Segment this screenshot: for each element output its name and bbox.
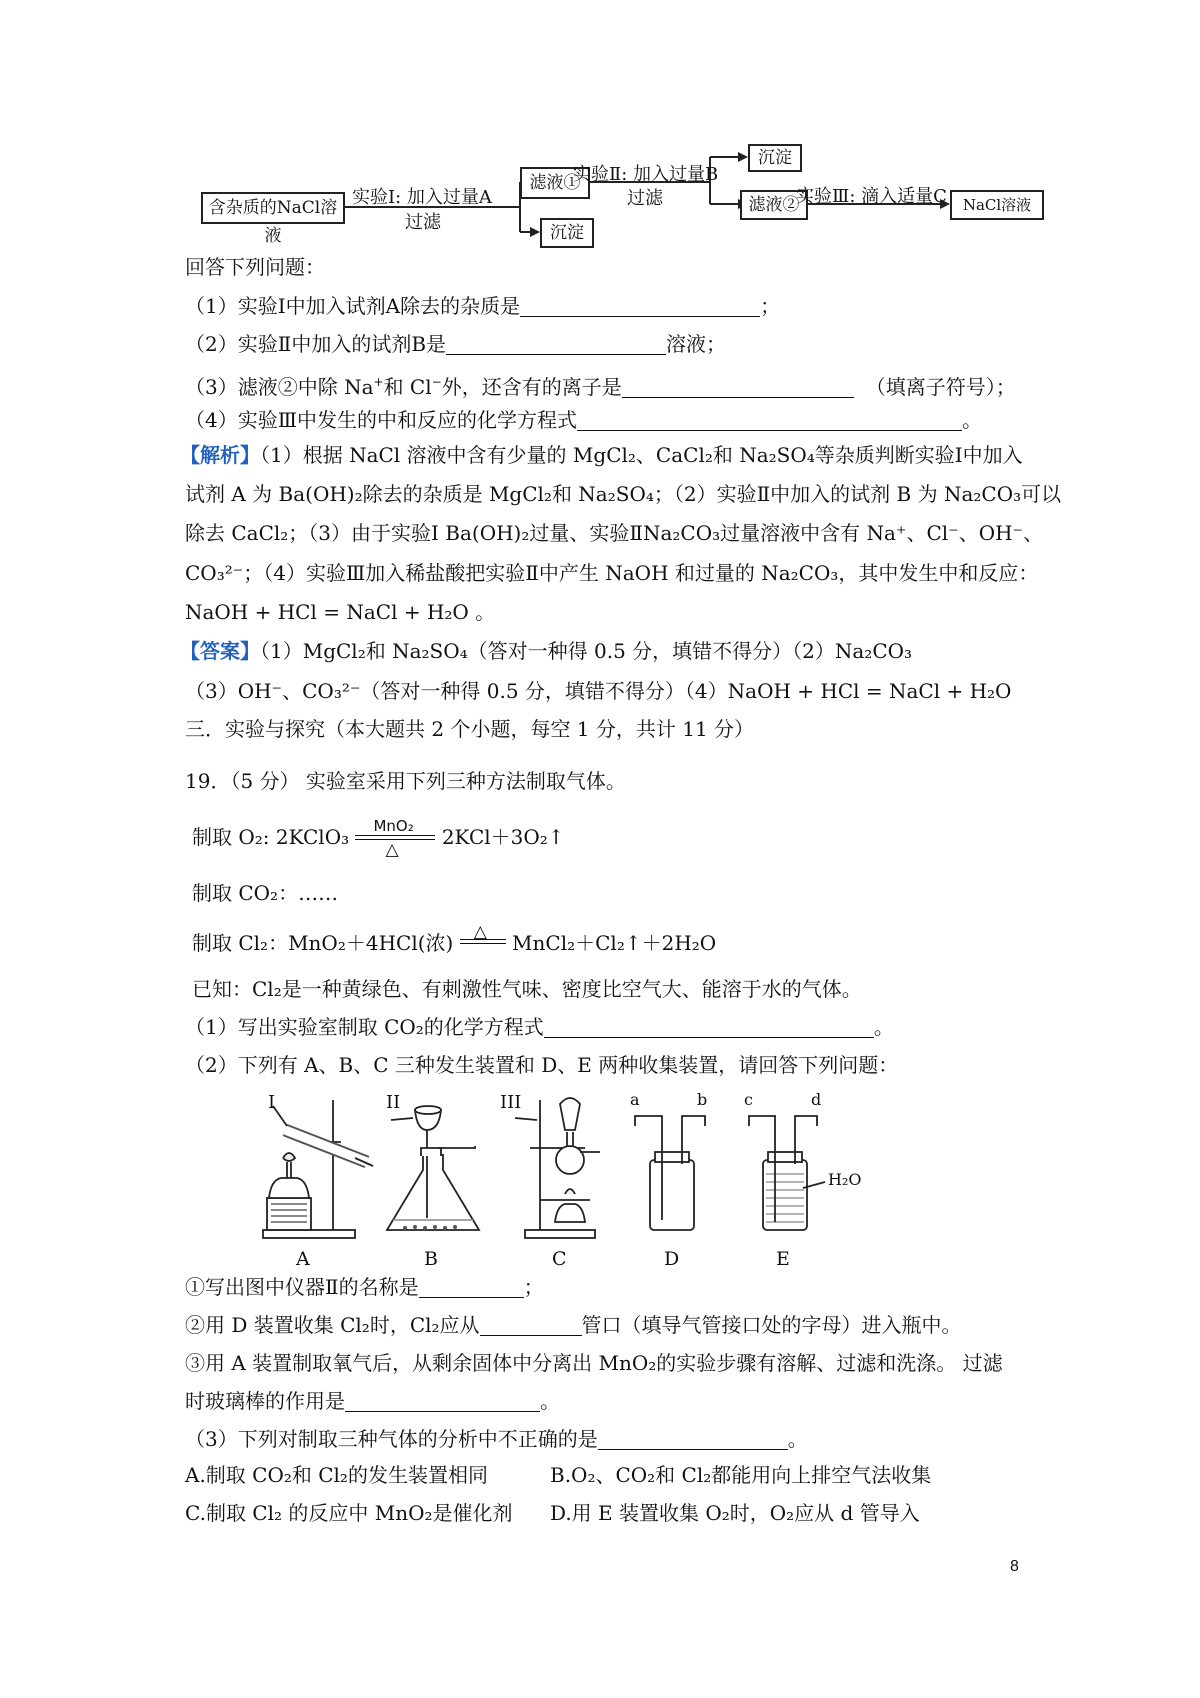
flow-exp2-label: 实验Ⅱ: 加入过量B <box>573 164 719 185</box>
q19-option-a[interactable]: A.制取 CO₂和 Cl₂的发生装置相同 <box>185 1463 488 1487</box>
apparatus-caption-E: E <box>776 1248 790 1270</box>
answer-text-1: （1）MgCl₂和 Na₂SO₄（答对一种得 0.5 分，填错不得分）（2）Na₂CO₃ <box>260 639 913 663</box>
apparatus-caption-C: C <box>552 1248 567 1270</box>
q18-blank-4[interactable] <box>577 406 962 431</box>
apparatus-caption-B: B <box>424 1248 438 1270</box>
q19-blank-4[interactable] <box>345 1387 540 1412</box>
q19-part-3-text: （3）下列对制取三种气体的分析中不正确的是 <box>185 1427 598 1451</box>
q18-item-4 <box>185 401 982 439</box>
analysis-line-4: CO₃²⁻；（4）实验Ⅲ加入稀盐酸把实验Ⅱ中产生 NaOH 和过量的 Na₂CO₃，其中发生中和反应： <box>185 561 1039 585</box>
analysis-line-3: 除去 CaCl₂；（3）由于实验Ⅰ Ba(OH)₂过量、实验ⅡNa₂CO₃过量溶液中含有 Na⁺、Cl⁻、OH⁻、 <box>185 521 1044 545</box>
flow-exp1-sub: 过滤 <box>405 212 441 233</box>
q18-item-1-end: ； <box>760 294 781 318</box>
q19-cl2-suffix: MnCl₂＋Cl₂↑＋2H₂O <box>512 931 717 955</box>
q19-cl2-equation <box>192 921 717 962</box>
q19-part-2: （2）下列有 A、B、C 三种发生装置和 D、E 两种收集装置，请回答下列问题： <box>185 1053 899 1077</box>
q18-item-2-end: 溶液； <box>666 332 727 356</box>
q19-sub-3b <box>185 1382 560 1420</box>
q19-o2-suffix: 2KCl＋3O₂↑ <box>441 825 565 849</box>
flow-filtrate1: 滤液① <box>520 167 590 199</box>
q18-item-2-text: （2）实验Ⅱ中加入的试剂B是 <box>185 332 447 356</box>
apparatus-pipe-d: d <box>811 1090 822 1109</box>
q19-part-3-end: 。 <box>787 1427 808 1451</box>
q19-title: 19．（5 分） 实验室采用下列三种方法制取气体。 <box>185 769 626 793</box>
q19-option-d[interactable]: D.用 E 装置收集 O₂时，O₂应从 d 管导入 <box>550 1501 920 1525</box>
page-number: 8 <box>1010 1558 1019 1575</box>
q19-o2-condition: △ <box>385 839 399 860</box>
q18-item-3-c: 外，还含有的离子是 <box>441 375 622 399</box>
q19-sub-2-text: ②用 D 装置收集 Cl₂时，Cl₂应从 <box>185 1313 480 1337</box>
q19-sub-1-text: ①写出图中仪器Ⅱ的名称是 <box>185 1275 419 1299</box>
flow-box-end: NaCl溶液 <box>950 190 1044 220</box>
q19-sub-1-end: ； <box>523 1275 544 1299</box>
q19-part-1-text: （1）写出实验室制取 CO₂的化学方程式 <box>185 1015 544 1039</box>
apparatus-caption-D: D <box>664 1248 680 1270</box>
q19-o2-equation <box>192 816 565 860</box>
q18-item-3-a: （3）滤液②中除 Na <box>185 375 374 399</box>
flow-box-start: 含杂质的NaCl溶液 <box>201 192 345 224</box>
apparatus-label-I: I <box>268 1092 276 1113</box>
q19-blank-1[interactable] <box>544 1013 874 1038</box>
q19-blank-2[interactable] <box>419 1273 524 1298</box>
q18-blank-2[interactable] <box>446 330 666 355</box>
q18-blank-1[interactable] <box>520 292 760 317</box>
q19-sub-1 <box>185 1268 544 1306</box>
q19-part-1-end: 。 <box>873 1015 894 1039</box>
q19-cl2-reaction-sign <box>460 921 506 955</box>
q19-known: 已知：Cl₂是一种黄绿色、有刺激性气味、密度比空气大、能溶于水的气体。 <box>192 977 862 1001</box>
analysis-line-2: 试剂 A 为 Ba(OH)₂除去的杂质是 MgCl₂和 Na₂SO₄；（2）实验Ⅱ中加入的试剂 B 为 Na₂CO₃可以 <box>185 482 1062 506</box>
q19-sub-2-end: 管口（填导气管接口处的字母）进入瓶中。 <box>581 1313 962 1337</box>
apparatus-pipe-c: c <box>744 1090 753 1109</box>
flow-filtrate2: 滤液② <box>740 190 808 220</box>
q19-blank-5[interactable] <box>598 1425 788 1450</box>
flow-arrows <box>0 0 1200 260</box>
q19-sub-3b-end: 。 <box>540 1389 560 1413</box>
apparatus-caption-A: A <box>296 1248 310 1270</box>
q18-item-4-end: 。 <box>962 408 983 432</box>
q18-blank-3[interactable] <box>622 373 854 398</box>
q18-item-4-text: （4）实验Ⅲ中发生的中和反应的化学方程式 <box>185 408 578 432</box>
q18-item-1 <box>185 287 780 325</box>
q19-co2-line: 制取 CO₂：…… <box>192 881 339 905</box>
q19-part-3 <box>185 1420 808 1458</box>
q18-item-3-end: （填离子符号）； <box>865 375 1016 399</box>
flow-exp3-label: 实验Ⅲ: 滴入适量C <box>796 186 947 207</box>
answer-line-1 <box>180 632 912 670</box>
apparatus-label-II: II <box>386 1092 401 1113</box>
q19-option-c[interactable]: C.制取 Cl₂ 的反应中 MnO₂是催化剂 <box>185 1501 513 1525</box>
apparatus-pipe-b: b <box>697 1090 708 1109</box>
q19-sub-2 <box>185 1306 962 1344</box>
q18-item-3: （3）滤液②中除 Na+和 Cl−外，还含有的离子是 （填离子符号）； <box>185 375 1016 399</box>
q19-part-1 <box>185 1008 894 1046</box>
q19-sub-3b-text: 时玻璃棒的作用是 <box>185 1389 345 1413</box>
q19-sub-3: ③用 A 装置制取氧气后，从剩余固体中分离出 MnO₂的实验步骤有溶解、过滤和洗涤。 过滤 <box>185 1351 1003 1375</box>
analysis-line-1 <box>180 436 1023 474</box>
flow-exp2-sub: 过滤 <box>627 188 663 209</box>
q19-option-b[interactable]: B.O₂、CO₂和 Cl₂都能用向上排空气法收集 <box>550 1463 932 1487</box>
section-3-heading: 三．实验与探究（本大题共 2 个小题，每空 1 分，共计 11 分） <box>185 717 755 741</box>
q19-cl2-condition: △ <box>473 921 487 942</box>
analysis-text-1: （1）根据 NaCl 溶液中含有少量的 MgCl₂、CaCl₂和 Na₂SO₄等杂质判断实验Ⅰ中加入 <box>260 443 1023 467</box>
q19-blank-3[interactable] <box>480 1311 582 1336</box>
answer-tag: 【答案】 <box>180 639 260 663</box>
flow-precip1: 沉淀 <box>540 218 594 248</box>
q19-o2-prefix: 制取 O₂: 2KClO₃ <box>192 825 350 849</box>
apparatus-pipe-a: a <box>630 1090 640 1109</box>
answer-line-2: （3）OH⁻、CO₃²⁻（答对一种得 0.5 分，填错不得分）（4）NaOH + HCl = NaCl + H₂O <box>185 679 1012 703</box>
q18-item-1-text: （1）实验Ⅰ中加入试剂A除去的杂质是 <box>185 294 521 318</box>
analysis-tag: 【解析】 <box>180 443 260 467</box>
q18-item-3-b: 和 Cl <box>383 375 432 399</box>
q18-intro: 回答下列问题： <box>185 255 325 279</box>
q18-item-2 <box>185 325 726 363</box>
q19-o2-reaction-sign <box>355 816 435 860</box>
apparatus-label-III: III <box>500 1092 522 1113</box>
q19-cl2-prefix: 制取 Cl₂：MnO₂＋4HCl(浓) <box>192 931 454 955</box>
flow-exp1-label: 实验Ⅰ: 加入过量A <box>352 187 492 208</box>
apparatus-water-label: H₂O <box>828 1170 862 1189</box>
analysis-line-5: NaOH + HCl = NaCl + H₂O 。 <box>185 600 496 624</box>
q19-o2-catalyst: MnO₂ <box>373 816 414 835</box>
flow-precip2: 沉淀 <box>748 144 802 172</box>
